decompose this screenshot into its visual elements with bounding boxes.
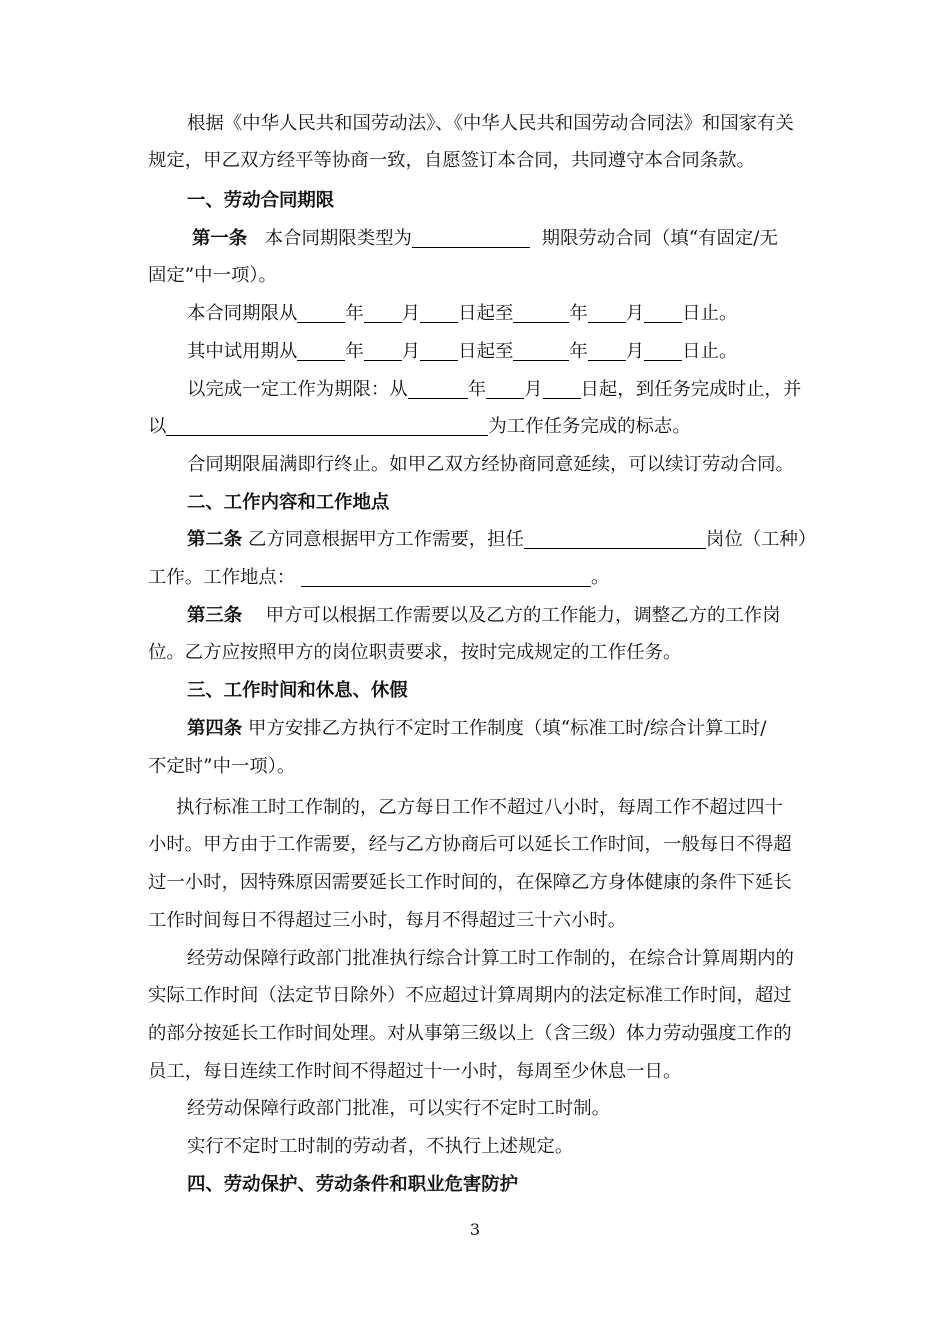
probation-prefix: 其中试用期从: [187, 341, 298, 362]
article-1-label: 第一条: [192, 228, 248, 249]
period-end-month-blank[interactable]: [588, 300, 626, 323]
contract-type-blank[interactable]: [412, 225, 530, 248]
probation-period-line: [187, 337, 737, 367]
article-2-label: 第二条: [187, 529, 243, 550]
article-2-text-c: 工作。工作地点：: [148, 567, 296, 588]
probation-start-month-blank[interactable]: [364, 338, 402, 361]
article-1-text-b: 期限劳动合同（填“有固定/无: [541, 228, 778, 249]
comprehensive-hours-line-1: 经劳动保障行政部门批准执行综合计算工时工作制的，在综合计算周期内的: [187, 948, 794, 969]
task-completion-mark-blank[interactable]: [166, 413, 488, 436]
article-3-text-a: 甲方可以根据工作需要以及乙方的工作能力，调整乙方的工作岗: [265, 605, 781, 626]
article-4-label: 第四条: [187, 718, 243, 739]
probation-start-year-blank[interactable]: [297, 338, 345, 361]
task-line2-suffix: 为工作任务完成的标志。: [488, 416, 691, 437]
article-4-line-1: [187, 714, 766, 744]
year-label: 年: [569, 341, 588, 362]
article-2-line-1: [187, 525, 816, 555]
standard-hours-line-4: 工作时间每日不得超过三小时，每月不得超过三十六小时。: [148, 910, 627, 931]
period-end-year-blank[interactable]: [513, 300, 569, 323]
article-2-text-a: 乙方同意根据甲方工作需要，担任: [248, 529, 524, 550]
article-2-line-2: [148, 563, 609, 593]
probation-start-day-blank[interactable]: [420, 338, 458, 361]
work-location-blank[interactable]: [301, 564, 591, 587]
irregular-hours-line-1: 经劳动保障行政部门批准，可以实行不定时工时制。: [187, 1098, 610, 1119]
year-label: 年: [345, 303, 364, 324]
article-2-text-b: 岗位（工种）: [705, 529, 817, 550]
comprehensive-hours-line-2: 实际工作时间（法定节日除外）不应超过计算周期内的法定标准工作时间，超过: [148, 985, 792, 1006]
section-4-heading: 四、劳动保护、劳动条件和职业危害防护: [187, 1174, 519, 1195]
year-label: 年: [345, 341, 364, 362]
year-label: 年: [569, 303, 588, 324]
task-start-month-blank[interactable]: [486, 376, 524, 399]
contract-period-prefix: 本合同期限从: [187, 303, 298, 324]
section-1-heading: 一、劳动合同期限: [187, 190, 335, 211]
month-label: 月: [401, 341, 421, 362]
day-from-label: 日起至: [458, 303, 514, 324]
probation-end-year-blank[interactable]: [513, 338, 569, 361]
section-3-heading: 三、工作时间和休息、休假: [187, 680, 408, 701]
comprehensive-hours-line-4: 员工，每日连续工作时间不得超过十一小时，每周至少休息一日。: [148, 1061, 682, 1082]
task-period-line-2: [148, 412, 691, 442]
page-number: 3: [469, 1220, 481, 1239]
article-2-text-d: 。: [591, 567, 610, 588]
article-1-line-2: 固定”中一项）。: [148, 265, 277, 286]
day-end-label: 日止。: [682, 341, 738, 362]
task-prefix: 以完成一定工作为期限：从: [187, 379, 408, 400]
day-end-label: 日止。: [682, 303, 738, 324]
probation-end-day-blank[interactable]: [644, 338, 682, 361]
contract-period-line: [187, 299, 737, 329]
intro-line-1: 根据《中华人民共和国劳动法》、《中华人民共和国劳动合同法》和国家有关: [187, 113, 794, 134]
article-1-line-1: [192, 224, 778, 254]
period-end-day-blank[interactable]: [644, 300, 682, 323]
period-start-year-blank[interactable]: [297, 300, 345, 323]
irregular-hours-line-2: 实行不定时工时制的劳动者，不执行上述规定。: [187, 1136, 574, 1157]
year-label: 年: [467, 379, 487, 400]
task-start-day-blank[interactable]: [543, 376, 581, 399]
article-4-text-a: 甲方安排乙方执行不定时工作制度（填“标准工时/综合计算工时/: [248, 718, 767, 739]
period-start-month-blank[interactable]: [364, 300, 402, 323]
task-start-year-blank[interactable]: [408, 376, 468, 399]
period-start-day-blank[interactable]: [420, 300, 458, 323]
article-3-line-2: 位。乙方应按照甲方的岗位职责要求，按时完成规定的工作任务。: [148, 642, 682, 663]
standard-hours-line-2: 小时。甲方由于工作需要，经与乙方协商后可以延长工作时间，一般每日不得超: [148, 834, 792, 855]
position-blank[interactable]: [524, 526, 706, 549]
month-label: 月: [625, 341, 645, 362]
standard-hours-line-3: 过一小时，因特殊原因需要延长工作时间的，在保障乙方身体健康的条件下延长: [148, 872, 792, 893]
expiry-line: 合同期限届满即行终止。如甲乙双方经协商同意延续，可以续订劳动合同。: [187, 454, 794, 475]
task-day-from-label: 日起，到任务完成时止，并: [580, 379, 802, 400]
probation-end-month-blank[interactable]: [588, 338, 626, 361]
comprehensive-hours-line-3: 的部分按延长工作时间处理。对从事第三级以上（含三级）体力劳动强度工作的: [148, 1023, 792, 1044]
month-label: 月: [625, 303, 645, 324]
month-label: 月: [401, 303, 421, 324]
day-from-label: 日起至: [458, 341, 514, 362]
article-4-line-2: 不定时”中一项）。: [148, 756, 296, 777]
intro-line-2: 规定，甲乙双方经平等协商一致，自愿签订本合同，共同遵守本合同条款。: [148, 150, 755, 171]
article-1-text-a: 本合同期限类型为: [264, 228, 412, 249]
task-period-line-1: [187, 375, 801, 405]
standard-hours-line-1: 执行标准工时工作制的，乙方每日工作不超过八小时，每周工作不超过四十: [176, 797, 783, 818]
task-line2-prefix: 以: [148, 416, 167, 437]
article-3-label: 第三条: [187, 605, 243, 626]
month-label: 月: [524, 379, 543, 400]
article-3-line-1: [187, 601, 781, 631]
section-2-heading: 二、工作内容和工作地点: [187, 492, 390, 513]
